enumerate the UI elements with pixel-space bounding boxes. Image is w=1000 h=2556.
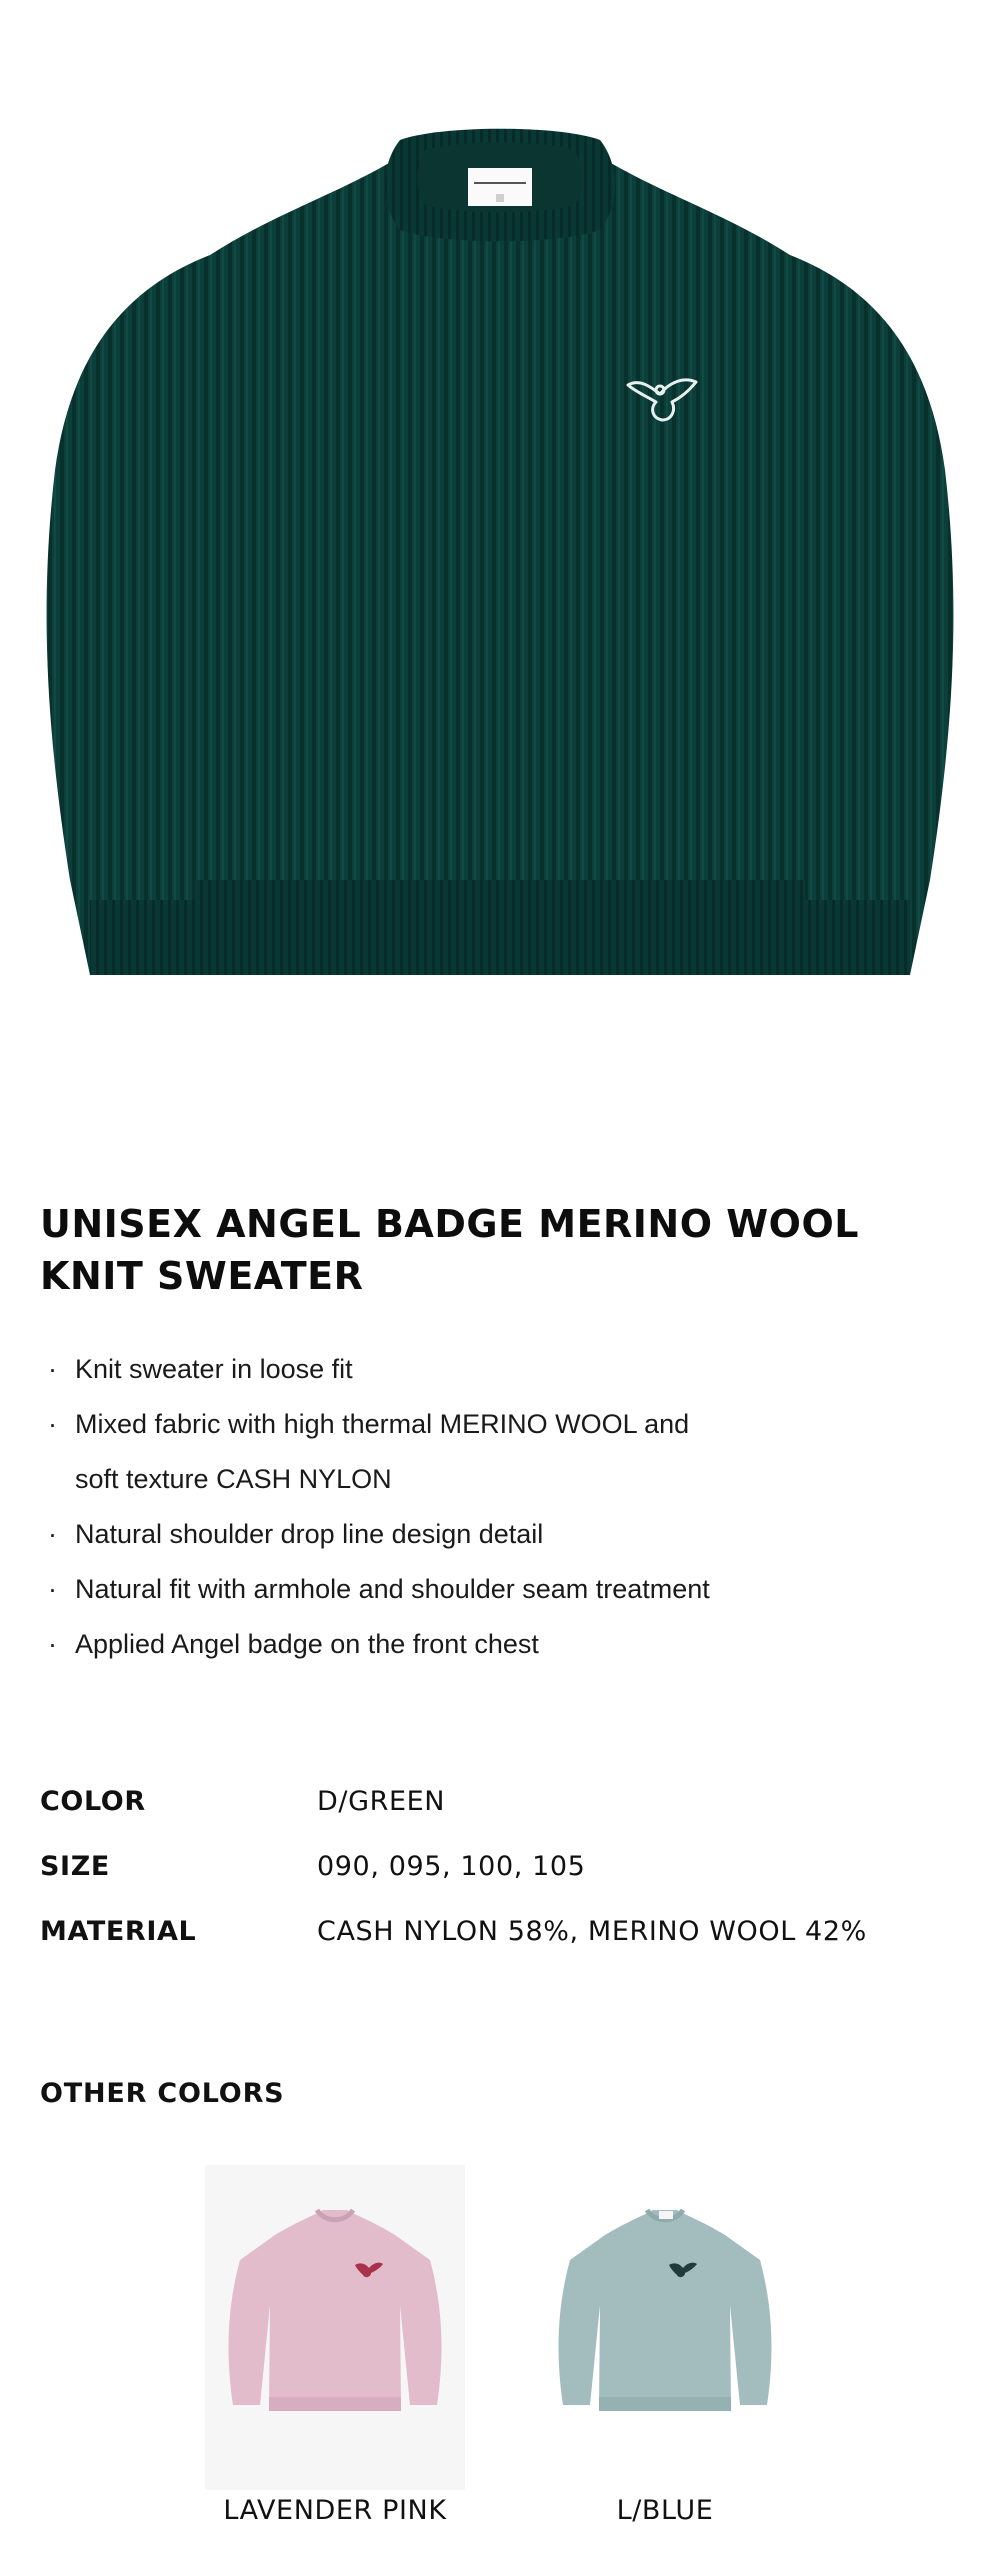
other-color-label[interactable]: L/BLUE: [616, 2495, 714, 2526]
bullet: ·: [48, 1519, 57, 1549]
feature-text: Knit sweater in loose fit: [75, 1354, 353, 1384]
spec-label: MATERIAL: [40, 1916, 197, 1947]
feature-item: [40, 1397, 940, 1507]
spec-value: CASH NYLON 58%, MERINO WOOL 42%: [317, 1916, 867, 1947]
product-hero-image: [0, 0, 1000, 1080]
spec-value: D/GREEN: [317, 1786, 446, 1817]
feature-item: [40, 1617, 940, 1672]
bullet: ·: [48, 1409, 57, 1439]
sweater-thumbnail: [205, 2165, 465, 2490]
feature-text: Applied Angel badge on the front chest: [75, 1629, 539, 1659]
other-colors-title: OTHER COLORS: [40, 2078, 285, 2109]
feature-text: Natural fit with armhole and shoulder seam treatment: [75, 1574, 710, 1604]
product-title: UNISEX ANGEL BADGE MERINO WOOL KNIT SWEATER: [40, 1202, 859, 1298]
product-features-list: [40, 1342, 940, 1672]
spec-label: COLOR: [40, 1786, 146, 1817]
feature-text: Mixed fabric with high thermal MERINO WOOL and: [75, 1409, 690, 1439]
spec-value: 090, 095, 100, 105: [317, 1851, 586, 1882]
other-color-label[interactable]: LAVENDER PINK: [223, 2495, 447, 2526]
feature-item: [40, 1507, 940, 1562]
other-color-swatch-l-blue[interactable]: [535, 2165, 795, 2490]
bullet: ·: [48, 1354, 57, 1384]
feature-text-continued: soft texture CASH NYLON: [75, 1464, 392, 1494]
spec-row-color: [40, 1782, 960, 1847]
sweater-illustration: [0, 0, 1000, 1080]
spec-row-size: [40, 1847, 960, 1912]
feature-item: [40, 1342, 940, 1397]
spec-row-material: [40, 1912, 960, 1977]
product-specs: [40, 1782, 960, 1977]
bullet: ·: [48, 1574, 57, 1604]
other-color-swatch-lavender-pink[interactable]: [205, 2165, 465, 2490]
feature-text: Natural shoulder drop line design detail: [75, 1519, 544, 1549]
feature-item: [40, 1562, 940, 1617]
sweater-thumbnail: [535, 2165, 795, 2490]
bullet: ·: [48, 1629, 57, 1659]
neck-label-icon: [468, 168, 532, 206]
spec-label: SIZE: [40, 1851, 110, 1882]
